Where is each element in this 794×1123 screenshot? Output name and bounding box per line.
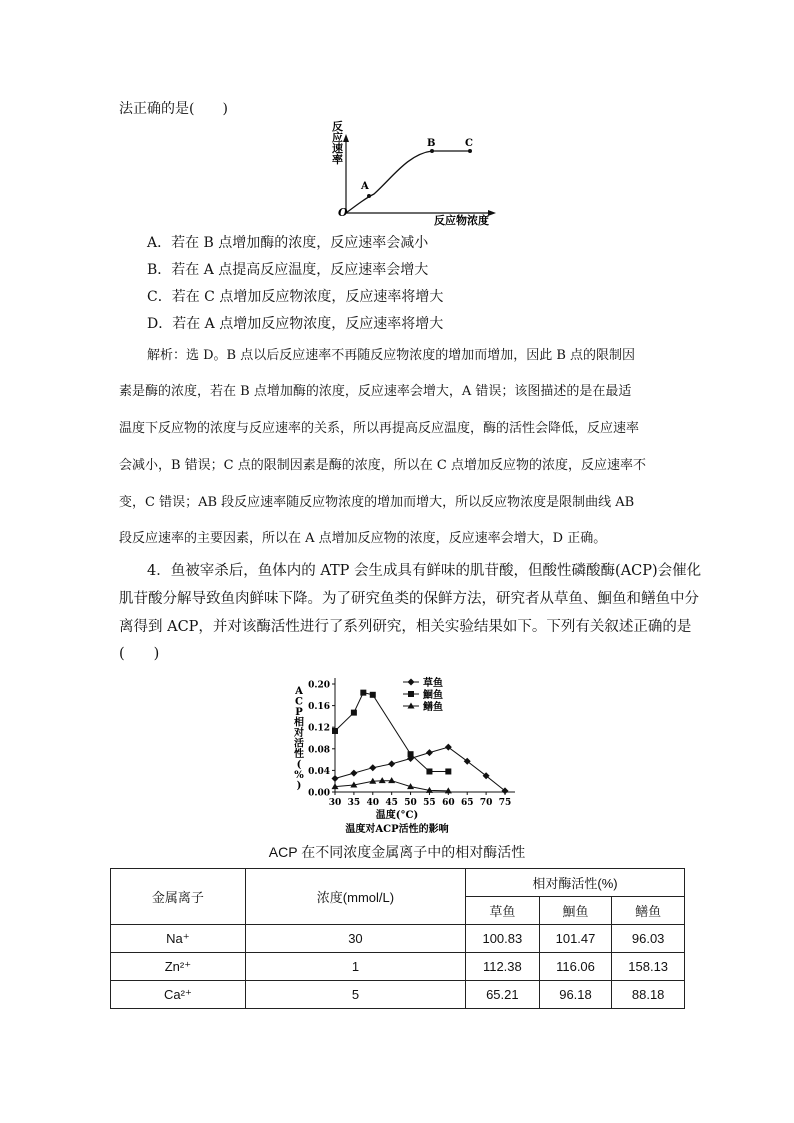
chart-point-square: [408, 751, 414, 757]
chart-y-label-char: 对: [294, 728, 304, 739]
chart-y-tick-label: 0.16: [308, 702, 330, 713]
fig1-y-arrow: [343, 134, 349, 142]
chart-point-triangle: [379, 777, 386, 783]
analysis-line-6: 段反应速率的主要因素，所以在 A 点增加反应物的浓度，反应速率会增大，D 正确。: [119, 531, 607, 546]
table-row: [111, 953, 685, 981]
chart-legend-label: 鮰鱼: [423, 690, 443, 701]
analysis-line-2: 素是酶的浓度，若在 B 点增加酶的浓度，反应速率会增大，A 错误；该图描述的是在最适: [119, 384, 632, 399]
chart-y-tick-label: 0.00: [308, 788, 330, 799]
chart-title: 温度对ACP活性的影响: [345, 824, 449, 835]
row-value: 158.13: [612, 953, 685, 981]
fig1-label-c: C: [465, 138, 473, 149]
chart-y-label-char: A: [295, 686, 303, 697]
chart-legend-label: 鳝鱼: [423, 702, 443, 713]
row-value: 88.18: [612, 981, 685, 1009]
chart-y-tick-label: 0.04: [308, 766, 330, 777]
chart-x-tick-label: 40: [366, 798, 380, 808]
fig1-x-label: 反应物浓度: [434, 214, 489, 227]
fig1-y-label-char: 速: [332, 142, 343, 155]
chart-point-diamond: [332, 775, 339, 782]
fig1-y-label-char: 应: [332, 131, 343, 144]
option-b: B．若在 A 点提高反应温度，反应速率会增大: [147, 262, 429, 278]
question4-line-3: 离得到 ACP，并对该酶活性进行了系列研究，相关实验结果如下。下列有关叙述正确的是: [119, 619, 692, 635]
fig1-origin: O: [338, 206, 348, 219]
chart-x-tick-label: 70: [479, 798, 493, 808]
chart-y-label-char: P: [295, 707, 303, 718]
reaction-rate-diagram: [330, 120, 500, 230]
chart-y-label-char: 相: [294, 717, 304, 729]
chart-legend-label: 草鱼: [423, 678, 443, 689]
table-caption: ACP 在不同浓度金属离子中的相对酶活性: [268, 844, 526, 860]
chart-y-label-char: C: [295, 696, 303, 708]
fig1-point-c: [468, 149, 472, 153]
chart-x-tick-label: 60: [442, 798, 455, 808]
chart-legend-marker: [408, 691, 414, 697]
fig1-y-label-char: 率: [332, 153, 343, 166]
chart-x-tick-label: 45: [385, 798, 398, 808]
analysis-line-1: 解析：选 D。B 点以后反应速率不再随反应物浓度的增加而增加，因此 B 点的限制因: [147, 348, 636, 363]
question4-line-2: 肌苷酸分解导致鱼肉鲜味下降。为了研究鱼类的保鲜方法，研究者从草鱼、鮰鱼和鳝鱼中分: [119, 591, 699, 607]
fig1-y-label: [332, 120, 343, 166]
chart-point-square: [426, 768, 432, 774]
table-row: [111, 925, 685, 953]
row-value: 96.18: [539, 981, 612, 1009]
chart-point-square: [445, 768, 451, 774]
chart-point-diamond: [350, 770, 357, 777]
option-c: C．若在 C 点增加反应物浓度，反应速率将增大: [147, 289, 444, 305]
metal-ion-table: [110, 868, 685, 1009]
row-value: 65.21: [466, 981, 540, 1009]
chart-point-diamond: [369, 764, 376, 771]
chart-x-tick-label: 30: [328, 798, 342, 808]
header-fish-grass-carp: 草鱼: [466, 897, 540, 925]
fig1-point-a: [367, 194, 371, 198]
acp-temperature-chart: [285, 668, 535, 838]
header-fish-eel: 鳝鱼: [612, 897, 685, 925]
chart-point-diamond: [426, 749, 433, 756]
analysis-line-3: 温度下反应物的浓度与反应速率的关系，所以再提高反应温度，酶的活性会降低，反应速率: [119, 421, 640, 436]
question-stem-tail: 法正确的是( ): [119, 101, 228, 117]
fig1-point-b: [430, 149, 434, 153]
chart-legend-marker: [408, 679, 415, 686]
chart-point-triangle: [388, 777, 395, 783]
row-ion: Zn²⁺: [111, 953, 246, 981]
chart-y-tick-label: 0.20: [308, 680, 330, 691]
analysis-line-5: 变，C 错误；AB 段反应速率随反应物浓度的增加而增大，所以反应物浓度是限制曲线 AB: [119, 495, 635, 510]
header-activity: 相对酶活性(%): [466, 869, 685, 897]
chart-series-line-diamond: [335, 747, 505, 791]
chart-y-label-char: %: [294, 770, 304, 781]
fig1-x-arrow: [488, 210, 496, 216]
row-concentration: 5: [245, 981, 465, 1009]
chart-x-label: 温度(°C): [375, 810, 419, 821]
fig1-label-b: B: [427, 138, 436, 149]
row-value: 96.03: [612, 925, 685, 953]
row-value: 101.47: [539, 925, 612, 953]
chart-x-tick-label: 55: [423, 798, 436, 808]
option-d: D．若在 A 点增加反应物浓度，反应速率将增大: [147, 316, 444, 332]
chart-point-square: [351, 710, 357, 716]
row-value: 100.83: [466, 925, 540, 953]
option-a: A．若在 B 点增加酶的浓度，反应速率会减小: [147, 235, 429, 251]
question4-line-1: 4．鱼被宰杀后，鱼体内的 ATP 会生成具有鲜味的肌苷酸，但酸性磷酸酶(ACP)会催化: [147, 563, 702, 579]
chart-y-label: [293, 686, 304, 792]
chart-y-label-char: ): [296, 780, 302, 792]
header-fish-catfish: 鮰鱼: [539, 897, 612, 925]
chart-y-label-char: 活: [294, 738, 304, 750]
row-concentration: 1: [245, 953, 465, 981]
row-concentration: 30: [245, 925, 465, 953]
chart-point-square: [360, 690, 366, 696]
table-row: [111, 981, 685, 1009]
row-ion: Ca²⁺: [111, 981, 246, 1009]
chart-point-square: [370, 692, 376, 698]
chart-y-tick-label: 0.08: [308, 745, 330, 756]
row-value: 116.06: [539, 953, 612, 981]
chart-x-tick-label: 35: [347, 798, 361, 808]
fig1-y-label-char: 反: [332, 120, 343, 133]
chart-y-label-char: (: [296, 759, 302, 771]
chart-point-diamond: [388, 760, 395, 767]
chart-x-tick-label: 75: [498, 798, 512, 808]
analysis-line-4: 会减小，B 错误；C 点的限制因素是酶的浓度，所以在 C 点增加反应物的浓度，反应速率不: [119, 458, 646, 473]
chart-x-tick-label: 65: [460, 798, 474, 808]
chart-point-square: [332, 728, 338, 734]
question4-line-4: ( ): [119, 646, 160, 662]
row-value: 112.38: [466, 953, 540, 981]
header-ion: 金属离子: [111, 869, 246, 925]
fig1-label-a: A: [361, 181, 369, 192]
chart-y-tick-label: 0.12: [308, 723, 330, 734]
chart-x-tick-label: 50: [404, 798, 417, 808]
row-ion: Na⁺: [111, 925, 246, 953]
header-concentration: 浓度(mmol/L): [245, 869, 465, 925]
chart-y-label-char: 性: [294, 749, 304, 760]
